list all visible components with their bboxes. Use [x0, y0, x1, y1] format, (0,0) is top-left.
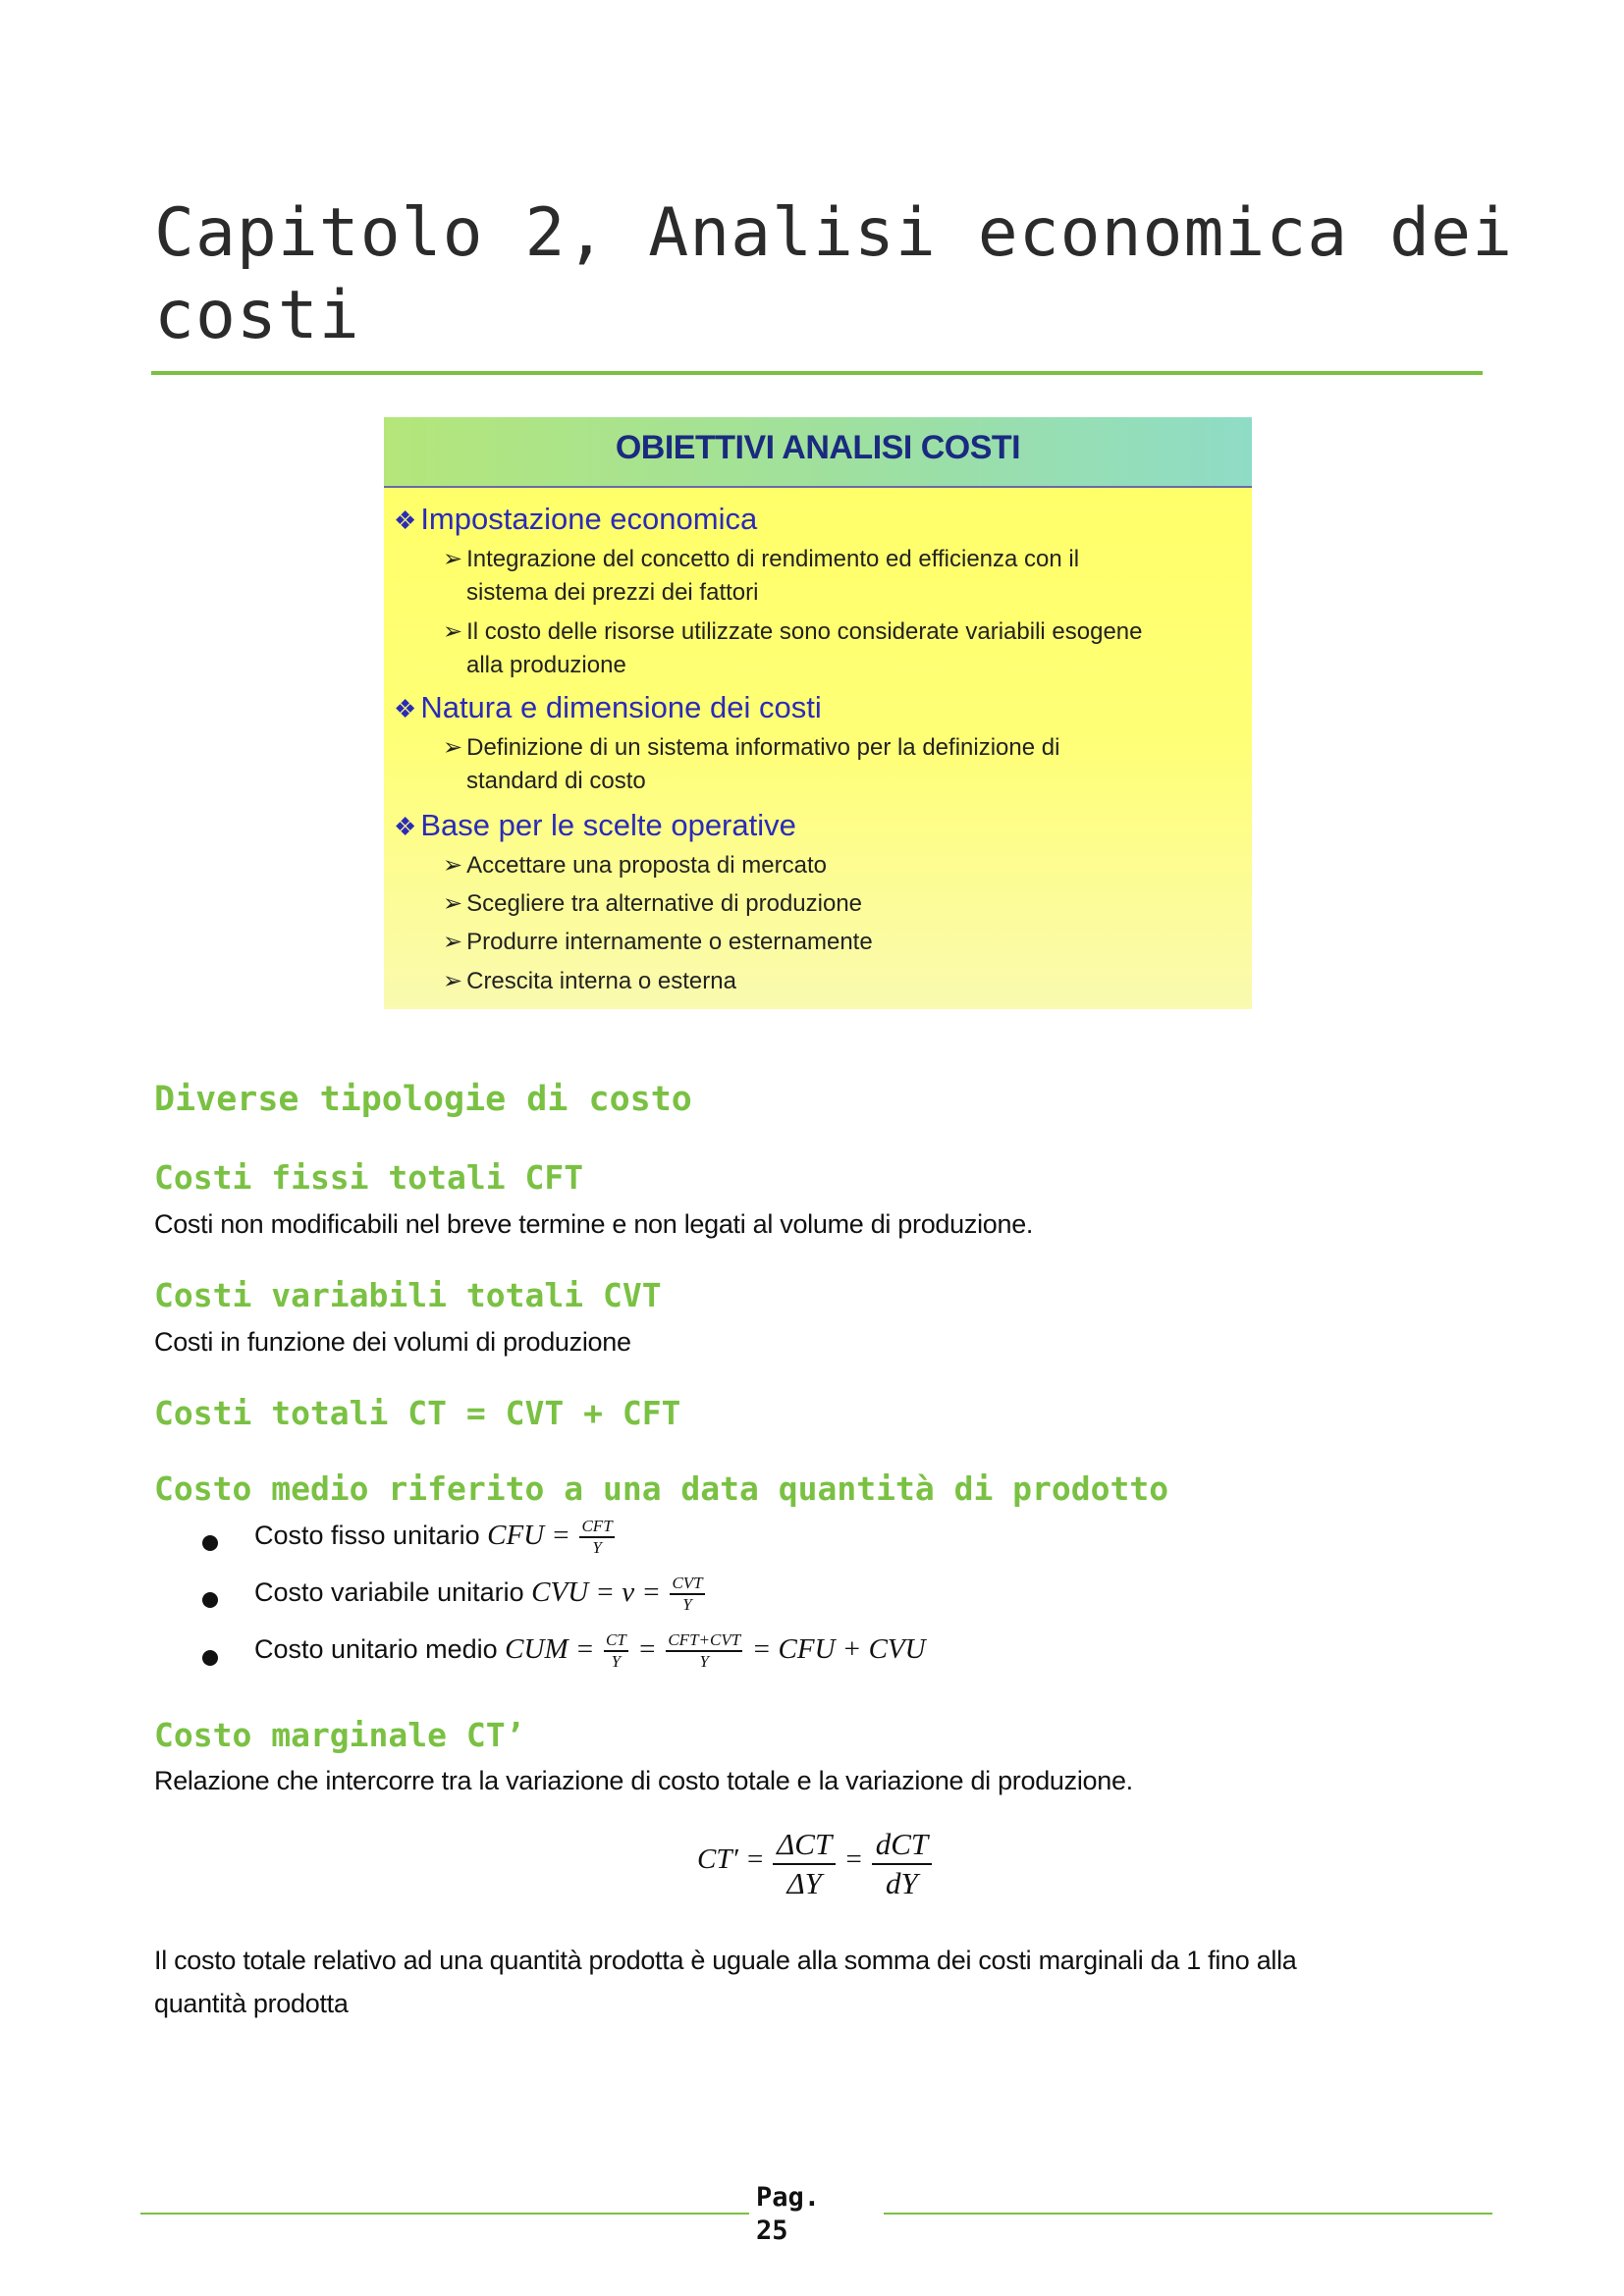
marginale-heading: Costo marginale CT’	[154, 1716, 525, 1754]
slide-section-heading: ❖ Natura e dimensione dei costi	[394, 690, 822, 724]
arrow-bullet-icon: ➢	[443, 968, 463, 994]
arrow-bullet-icon: ➢	[443, 734, 463, 761]
page-title: Capitolo 2, Analisi economica dei costi	[154, 194, 1514, 354]
formula-cfu: Costo fisso unitario CFU = $\frac{\text{CFT}}{Y}$	[254, 1517, 613, 1557]
arrow-bullet-icon: ➢	[443, 546, 463, 572]
slide-item: ➢ Produrre internamente o esternamente	[443, 929, 873, 955]
slide-item: ➢ Definizione di un sistema informativo per la definizione di standard di costo	[443, 734, 1060, 794]
bullet-dot-icon	[202, 1592, 218, 1608]
page-number: Pag. 25	[756, 2182, 821, 2246]
footer-rule-left	[140, 2213, 749, 2215]
diamond-bullet-icon: ❖	[394, 506, 417, 535]
slide-item: ➢ Integrazione del concetto di rendimento ed efficienza con il sistema dei prezzi dei fattori	[443, 546, 1080, 606]
cvt-heading: Costi variabili totali CVT	[154, 1276, 662, 1314]
slide-item: ➢ Il costo delle risorse utilizzate sono considerate variabili esogene alla produzione	[443, 618, 1143, 678]
diamond-bullet-icon: ❖	[394, 812, 417, 841]
arrow-bullet-icon: ➢	[443, 852, 463, 879]
title-divider	[151, 371, 1483, 375]
marginale-note: Il costo totale relativo ad una quantità prodotta è uguale alla somma dei costi marginali da 1 fino alla quantità prodotta	[154, 1946, 1297, 2018]
arrow-bullet-icon: ➢	[443, 890, 463, 917]
formula-marginal-cost: CT′ = $\frac{\text{ΔCT}}{\Delta Y}$ = $\frac{\text{dCT}}{dY}$	[697, 1826, 936, 1902]
marginale-text: Relazione che intercorre tra la variazione di costo totale e la variazione di produzione.	[154, 1766, 1133, 1795]
slide-title: OBIETTIVI ANALISI COSTI	[615, 429, 1021, 466]
section-heading: Diverse tipologie di costo	[154, 1080, 692, 1119]
formula-cum: Costo unitario medio CUM = $\frac{CT}{Y}$ = $\frac{\text{CFT+CVT}}{Y}$ = CFU + CVU	[254, 1630, 926, 1671]
cvt-text: Costi in funzione dei volumi di produzione	[154, 1327, 631, 1357]
formula-cvu: Costo variabile unitario CVU = v = $\frac{\text{CVT}}{Y}$	[254, 1574, 703, 1614]
bullet-dot-icon	[202, 1535, 218, 1551]
bullet-dot-icon	[202, 1650, 218, 1666]
slide-item: ➢ Scegliere tra alternative di produzione	[443, 890, 863, 917]
cft-text: Costi non modificabili nel breve termine e non legati al volume di produzione.	[154, 1209, 1034, 1239]
medio-heading: Costo medio riferito a una data quantità di prodotto	[154, 1469, 1169, 1508]
cft-heading: Costi fissi totali CFT	[154, 1158, 584, 1197]
slide-item: ➢ Crescita interna o esterna	[443, 968, 736, 994]
diamond-bullet-icon: ❖	[394, 694, 417, 723]
slide-section-heading: ❖ Base per le scelte operative	[394, 808, 796, 842]
slide-item: ➢ Accettare una proposta di mercato	[443, 852, 827, 879]
ct-heading: Costi totali CT = CVT + CFT	[154, 1394, 681, 1432]
arrow-bullet-icon: ➢	[443, 929, 463, 955]
arrow-bullet-icon: ➢	[443, 618, 463, 645]
slide-header	[384, 417, 1252, 488]
footer-rule-right	[884, 2213, 1492, 2215]
slide-section-heading: ❖ Impostazione economica	[394, 502, 758, 536]
slide-image	[384, 417, 1252, 1009]
